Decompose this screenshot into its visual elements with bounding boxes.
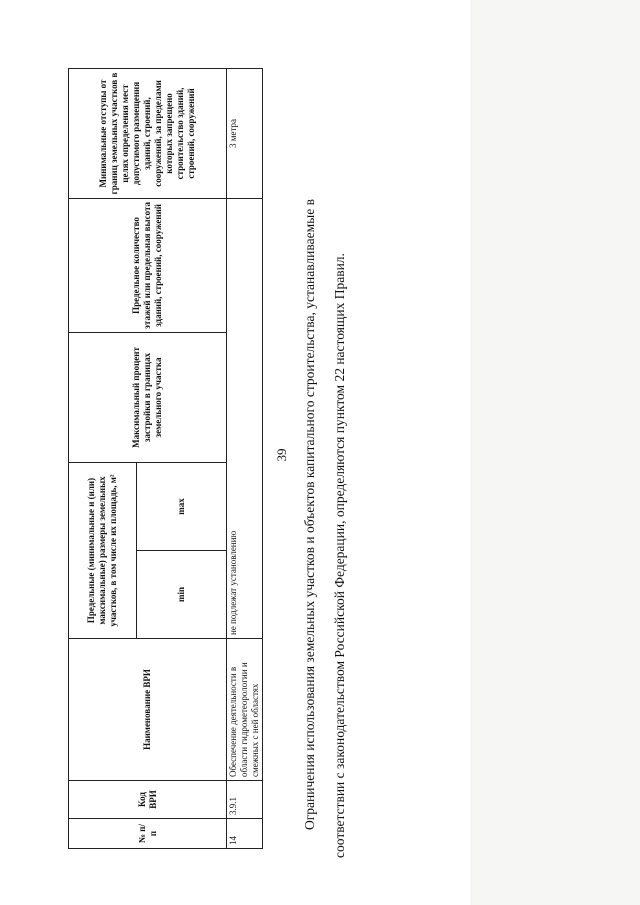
header-sizes: Предельные (минимальные и (или) максимальные) размеры земельных участков, в том числе их площадь, м² [69,462,137,638]
row-num: 14 [227,819,263,849]
row-code: 3.9.1 [227,781,263,819]
header-name: Наименование ВРИ [69,639,227,781]
paragraph-line-1: Ограничения использования земельных участков и объектов капитального строительства, устанавливаемые в [302,199,317,830]
page-number: 39 [274,448,289,462]
header-num: № п/п [69,819,227,849]
table-row [227,68,263,848]
paragraph-line-2: соответствии с законодательством Российской Федерации, определяются пунктом 22 настоящих Правил. [332,253,347,858]
header-floors: Предельное количество этажей или предельная высота зданий, строений, сооружений [69,198,227,332]
table-header-row [69,68,137,848]
header-max: max [137,462,227,550]
row-sizes: не подлежат установлению [227,198,263,638]
regulations-table [68,68,263,849]
header-code: Код ВРИ [69,781,227,819]
regulations-table-wrapper [68,68,263,849]
right-margin-panel [470,0,640,905]
row-setback: 3 метра [227,68,263,198]
header-min: min [137,551,227,639]
header-percent: Максимальный процент застройки в границах земельного участка [69,332,227,462]
row-name: Обеспечение деятельности в области гидрометеорологии и смежных с ней областях [227,639,263,781]
restrictions-paragraph [295,68,355,858]
header-setbacks: Минимальные отступы от границ земельных участков в целях определения мест допустимого размещения зданий, строений, сооружений, за пределами которых запрещено строительство зданий, строений, сооружений [69,68,227,198]
